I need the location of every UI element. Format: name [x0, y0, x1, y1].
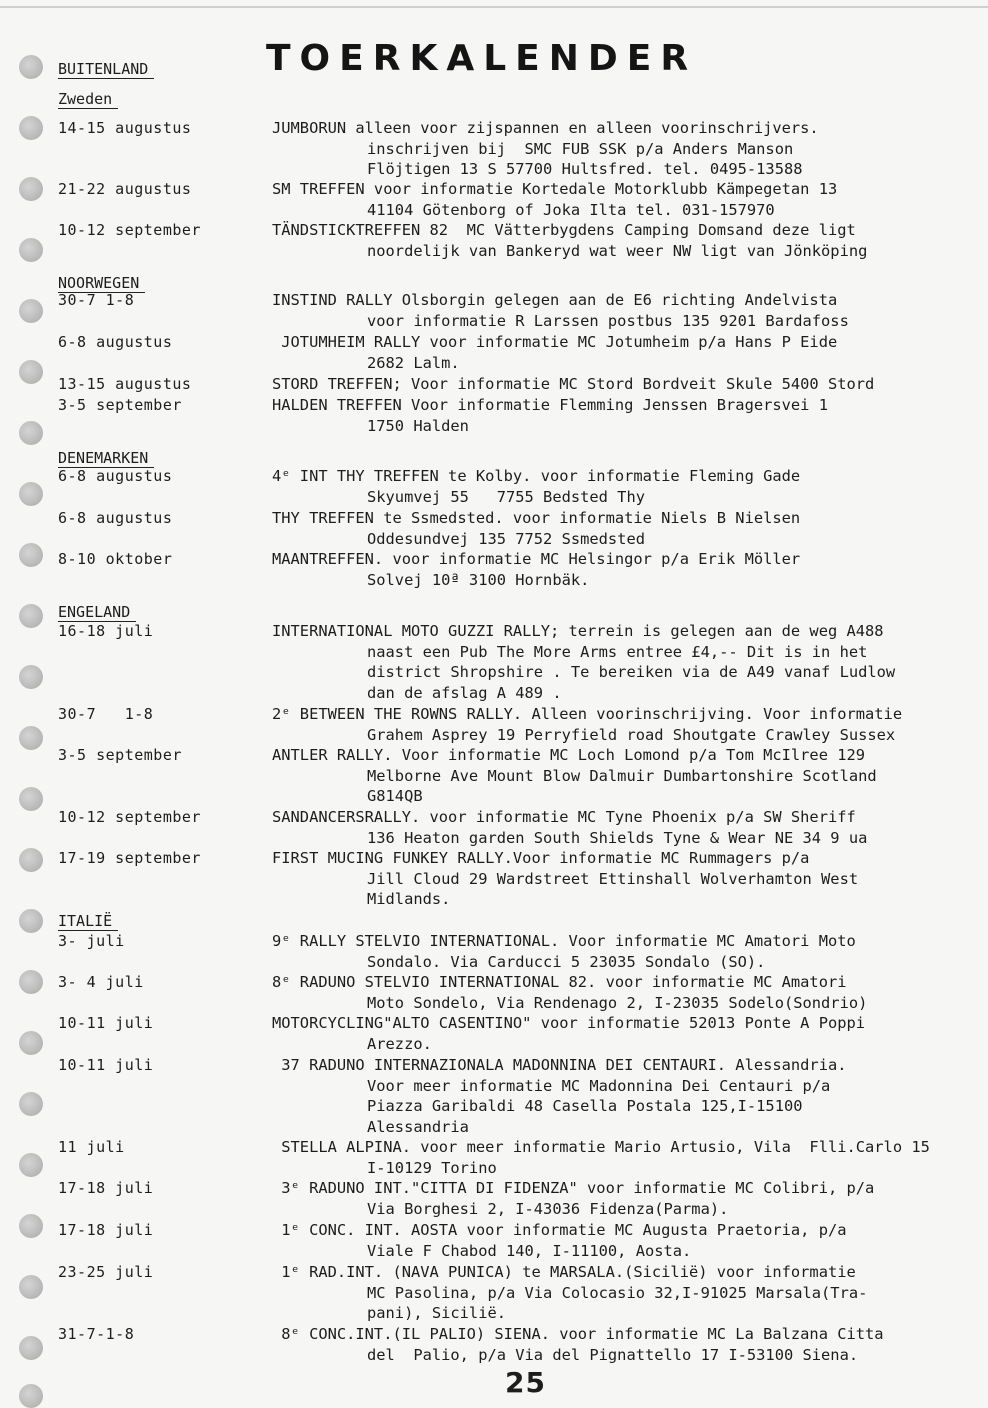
- entry-line: 41104 Götenborg of Joka Ilta tel. 031-157970: [367, 200, 775, 219]
- entry-description: [272, 745, 982, 807]
- entry-description: [272, 220, 982, 261]
- entry-date: 6-8 augustus: [58, 467, 173, 485]
- entry-line: INTERNATIONAL MOTO GUZZI RALLY; terrein is gelegen aan de weg A488: [272, 622, 884, 640]
- entry-description: [272, 1324, 982, 1365]
- section-heading-engeland: ENGELAND: [58, 603, 136, 622]
- entry-description: [272, 466, 982, 507]
- entry-date: 3-5 september: [58, 396, 182, 414]
- entry-date: 21-22 augustus: [58, 180, 192, 198]
- punch-hole: [19, 1214, 43, 1238]
- punch-hole: [19, 299, 43, 323]
- entry-description: [272, 1055, 982, 1137]
- punch-hole: [19, 177, 43, 201]
- entry-line: 4ᵉ INT THY TREFFEN te Kolby. voor informatie Fleming Gade: [272, 467, 801, 485]
- entry-line: MAANTREFFEN. voor informatie MC Helsingor p/a Erik Möller: [272, 550, 801, 568]
- entry-date: 14-15 augustus: [58, 119, 192, 137]
- entry-description: [272, 704, 982, 745]
- entry-line: 2682 Lalm.: [367, 353, 460, 372]
- section-heading-italie: ITALIË: [58, 912, 118, 931]
- entry-line: MC Pasolina, p/a Via Colocasio 32,I-91025 Marsala(Tra-: [367, 1283, 868, 1302]
- entry-line: Skyumvej 55 7755 Bedsted Thy: [367, 487, 645, 506]
- entry-line: 1ᵉ CONC. INT. AOSTA voor informatie MC Augusta Praetoria, p/a: [272, 1221, 847, 1239]
- entry-line: 136 Heaton garden South Shields Tyne & Wear NE 34 9 ua: [367, 828, 868, 847]
- entry-description: [272, 118, 982, 180]
- section-heading-denemarken: DENEMARKEN: [58, 449, 154, 468]
- entry-description: [272, 179, 982, 220]
- punch-hole: [19, 421, 43, 445]
- entry-line: 1ᵉ RAD.INT. (NAVA PUNICA) te MARSALA.(Sicilië) voor informatie: [272, 1263, 856, 1281]
- entry-line: MOTORCYCLING"ALTO CASENTINO" voor informatie 52013 Ponte A Poppi: [272, 1014, 866, 1032]
- entry-line: Arezzo.: [367, 1034, 432, 1053]
- entry-line: JOTUMHEIM RALLY voor informatie MC Jotumheim p/a Hans P Eide: [272, 333, 838, 351]
- punch-hole: [19, 909, 43, 933]
- entry-date: 30-7 1-8: [58, 705, 154, 723]
- entry-line: noordelijk van Bankeryd wat weer NW ligt van Jönköping: [367, 241, 868, 260]
- entry-description: [272, 807, 982, 848]
- entry-line: FIRST MUCING FUNKEY RALLY.Voor informatie MC Rummagers p/a: [272, 849, 810, 867]
- entry-line: INSTIND RALLY Olsborgin gelegen aan de E6 richting Andelvista: [272, 291, 838, 309]
- entry-description: [272, 1262, 982, 1324]
- entry-line: 2ᵉ BETWEEN THE ROWNS RALLY. Alleen voorinschrijving. Voor informatie: [272, 705, 903, 723]
- entry-line: JUMBORUN alleen voor zijspannen en alleen voorinschrijvers.: [272, 119, 819, 137]
- entry-line: STORD TREFFEN; Voor informatie MC Stord Bordveit Skule 5400 Stord: [272, 375, 875, 393]
- entry-line: Voor meer informatie MC Madonnina Dei Centauri p/a: [367, 1076, 831, 1095]
- entry-line: G814QB: [367, 787, 423, 806]
- entry-date: 3-5 september: [58, 746, 182, 764]
- entry-line: SANDANCERSRALLY. voor informatie MC Tyne Phoenix p/a SW Sheriff: [272, 808, 856, 826]
- entry-line: Via Borghesi 2, I-43036 Fidenza(Parma).: [367, 1199, 729, 1218]
- entry-line: THY TREFFEN te Ssmedsted. voor informatie Niels B Nielsen: [272, 509, 801, 527]
- entry-line: voor informatie R Larssen postbus 135 9201 Bardafoss: [367, 311, 849, 330]
- entry-date: 17-18 juli: [58, 1221, 154, 1239]
- entry-line: pani), Sicilië.: [367, 1304, 506, 1323]
- entry-line: del Palio, p/a Via del Pignattello 17 I-53100 Siena.: [367, 1345, 859, 1364]
- entry-line: Oddesundvej 135 7752 Ssmedsted: [367, 529, 645, 548]
- entry-date: 11 juli: [58, 1138, 125, 1156]
- entry-line: ANTLER RALLY. Voor informatie MC Loch Lomond p/a Tom McIlree 129: [272, 746, 866, 764]
- section-heading-zweden: Zweden: [58, 90, 118, 109]
- punch-hole: [19, 55, 43, 79]
- entry-line: Piazza Garibaldi 48 Casella Postala 125,I-15100: [367, 1097, 803, 1116]
- entry-line: TÄNDSTICKTREFFEN 82 MC Vätterbygdens Camping Domsand deze ligt: [272, 221, 856, 239]
- entry-date: 3- juli: [58, 932, 125, 950]
- entry-description: [272, 1178, 982, 1219]
- page-top-edge: [0, 6, 988, 8]
- entry-line: dan de afslag A 489 .: [367, 683, 562, 702]
- entry-line: Midlands.: [367, 890, 451, 909]
- entry-line: I-10129 Torino: [367, 1158, 497, 1177]
- entry-date: 6-8 augustus: [58, 509, 173, 527]
- entry-description: [272, 972, 982, 1013]
- entry-description: [272, 374, 982, 395]
- entry-line: Solvej 10ª 3100 Hornbäk.: [367, 570, 590, 589]
- entry-date: 17-18 juli: [58, 1179, 154, 1197]
- entry-line: Melborne Ave Mount Blow Dalmuir Dumbartonshire Scotland: [367, 766, 877, 785]
- entry-line: STELLA ALPINA. voor meer informatie Mario Artusio, Vila Flli.Carlo 15: [272, 1138, 930, 1156]
- entry-date: 17-19 september: [58, 849, 201, 867]
- entry-description: [272, 549, 982, 590]
- entry-description: [272, 931, 982, 972]
- punch-hole: [19, 848, 43, 872]
- entry-description: [272, 621, 982, 703]
- punch-hole: [19, 1275, 43, 1299]
- punch-hole: [19, 665, 43, 689]
- entry-description: [272, 395, 982, 436]
- entry-description: [272, 508, 982, 549]
- entry-date: 23-25 juli: [58, 1263, 154, 1281]
- entry-description: [272, 848, 982, 910]
- entry-line: SM TREFFEN voor informatie Kortedale Motorklubb Kämpegetan 13: [272, 180, 838, 198]
- entry-line: 37 RADUNO INTERNAZIONALA MADONNINA DEI CENTAURI. Alessandria.: [272, 1056, 847, 1074]
- entry-description: [272, 1220, 982, 1261]
- entry-line: Viale F Chabod 140, I-11100, Aosta.: [367, 1241, 692, 1260]
- entry-description: [272, 1013, 982, 1054]
- entry-line: Grahem Asprey 19 Perryfield road Shoutgate Crawley Sussex: [367, 725, 896, 744]
- entry-line: 8ᵉ CONC.INT.(IL PALIO) SIENA. voor informatie MC La Balzana Citta: [272, 1325, 884, 1343]
- punch-hole: [19, 238, 43, 262]
- entry-line: Flöjtigen 13 S 57700 Hultsfred. tel. 0495-13588: [367, 160, 803, 179]
- page-title: TOERKALENDER: [266, 38, 698, 79]
- punch-hole: [19, 787, 43, 811]
- punch-hole: [19, 604, 43, 628]
- entry-description: [272, 1137, 982, 1178]
- entry-date: 10-11 juli: [58, 1056, 154, 1074]
- punch-hole: [19, 482, 43, 506]
- entry-line: inschrijven bij SMC FUB SSK p/a Anders Manson: [367, 139, 794, 158]
- entry-date: 30-7 1-8: [58, 291, 135, 309]
- entry-line: district Shropshire . Te bereiken via de A49 vanaf Ludlow: [367, 663, 896, 682]
- section-heading-noorwegen: NOORWEGEN: [58, 274, 145, 293]
- entry-date: 10-12 september: [58, 221, 201, 239]
- punch-hole: [19, 1031, 43, 1055]
- punch-hole: [19, 360, 43, 384]
- punch-hole: [19, 116, 43, 140]
- entry-line: HALDEN TREFFEN Voor informatie Flemming Jenssen Bragersvei 1: [272, 396, 828, 414]
- punch-hole: [19, 1153, 43, 1177]
- punch-hole: [19, 970, 43, 994]
- punch-hole: [19, 543, 43, 567]
- entry-line: 8ᵉ RADUNO STELVIO INTERNATIONAL 82. voor informatie MC Amatori: [272, 973, 847, 991]
- entry-line: Jill Cloud 29 Wardstreet Ettinshall Wolverhamton West: [367, 869, 859, 888]
- entry-description: [272, 290, 982, 331]
- punch-hole: [19, 1384, 43, 1408]
- entry-date: 13-15 augustus: [58, 375, 192, 393]
- page-number: 25: [505, 1366, 546, 1399]
- entry-line: 1750 Halden: [367, 416, 469, 435]
- entry-line: Moto Sondelo, Via Rendenago 2, I-23035 Sodelo(Sondrio): [367, 993, 868, 1012]
- entry-line: naast een Pub The More Arms entree £4,-- Dit is in het: [367, 642, 868, 661]
- entry-date: 16-18 juli: [58, 622, 154, 640]
- punch-hole: [19, 1336, 43, 1360]
- punch-hole: [19, 726, 43, 750]
- entry-date: 10-12 september: [58, 808, 201, 826]
- entry-line: 3ᵉ RADUNO INT."CITTA DI FIDENZA" voor informatie MC Colibri, p/a: [272, 1179, 875, 1197]
- entry-date: 6-8 augustus: [58, 333, 173, 351]
- entry-date: 10-11 juli: [58, 1014, 154, 1032]
- entry-line: Alessandria: [367, 1117, 469, 1136]
- entry-line: Sondalo. Via Carducci 5 23035 Sondalo (SO).: [367, 952, 766, 971]
- entry-date: 3- 4 juli: [58, 973, 144, 991]
- entry-date: 8-10 oktober: [58, 550, 173, 568]
- entry-line: 9ᵉ RALLY STELVIO INTERNATIONAL. Voor informatie MC Amatori Moto: [272, 932, 856, 950]
- entry-description: [272, 332, 982, 373]
- entry-date: 31-7-1-8: [58, 1325, 135, 1343]
- punch-hole: [19, 1092, 43, 1116]
- region-heading: BUITENLAND: [58, 60, 154, 79]
